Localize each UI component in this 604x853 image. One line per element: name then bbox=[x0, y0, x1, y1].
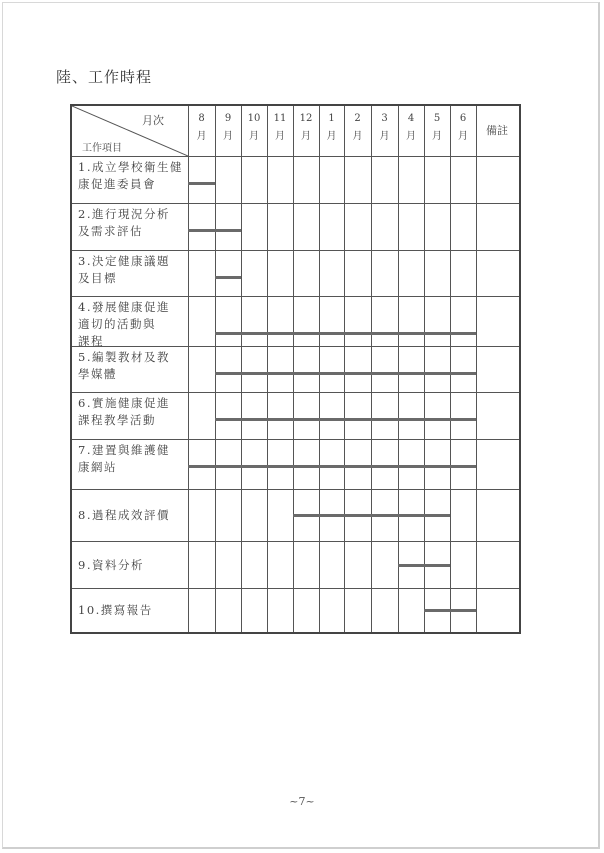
column-divider bbox=[424, 106, 425, 632]
month-unit: 月 bbox=[249, 131, 259, 142]
month-header bbox=[241, 110, 267, 146]
page-number: ~7~ bbox=[289, 795, 315, 808]
task-label-line: 康促進委員會 bbox=[78, 177, 156, 191]
timeline-bar bbox=[188, 229, 241, 232]
task-label bbox=[78, 349, 186, 383]
month-unit: 月 bbox=[326, 131, 337, 142]
month-unit: 月 bbox=[352, 131, 363, 142]
task-label-line: 1.成立學校衛生健 bbox=[78, 160, 183, 174]
task-label-line: 5.編製教材及教 bbox=[78, 350, 170, 364]
month-number: 11 bbox=[273, 113, 287, 124]
row-divider bbox=[72, 541, 519, 542]
column-divider bbox=[398, 106, 399, 632]
task-label-line: 3.決定健康議題 bbox=[78, 254, 170, 268]
month-unit: 月 bbox=[379, 131, 390, 142]
task-label-line: 4.發展健康促進 bbox=[78, 300, 170, 314]
header-month-label: 月次 bbox=[142, 114, 164, 127]
timeline-bar bbox=[215, 276, 241, 279]
timeline-bar bbox=[293, 514, 450, 517]
task-label-line: 學媒體 bbox=[78, 367, 117, 381]
month-unit: 月 bbox=[275, 131, 285, 142]
row-divider bbox=[72, 250, 519, 251]
month-header bbox=[450, 110, 476, 146]
row-divider bbox=[72, 203, 519, 204]
header-item-label: 工作項目 bbox=[82, 143, 122, 154]
task-label-line: 及目標 bbox=[78, 271, 117, 285]
month-header bbox=[344, 110, 371, 146]
row-divider bbox=[72, 588, 519, 589]
timeline-bar bbox=[188, 465, 476, 468]
header-divider bbox=[72, 156, 519, 157]
task-label-line: 10.撰寫報告 bbox=[78, 603, 153, 617]
month-header bbox=[267, 110, 293, 146]
column-divider bbox=[371, 106, 372, 632]
task-label-line: 6.實施健康促進 bbox=[78, 396, 170, 410]
timeline-bar bbox=[424, 609, 476, 612]
column-divider bbox=[450, 106, 451, 632]
column-divider bbox=[241, 106, 242, 632]
column-divider bbox=[319, 106, 320, 632]
month-header bbox=[293, 110, 319, 146]
task-label-line: 適切的活動與 bbox=[78, 317, 156, 331]
month-number: 4 bbox=[407, 113, 415, 124]
month-number: 1 bbox=[328, 113, 335, 124]
month-header bbox=[319, 110, 344, 146]
column-divider bbox=[476, 106, 477, 632]
month-number: 6 bbox=[459, 113, 467, 124]
task-label bbox=[78, 159, 186, 193]
month-unit: 月 bbox=[432, 131, 442, 142]
month-unit: 月 bbox=[458, 131, 468, 142]
timeline-bar bbox=[188, 182, 215, 185]
month-header bbox=[215, 110, 241, 146]
section-title: 陸、工作時程 bbox=[56, 68, 153, 86]
column-divider bbox=[344, 106, 345, 632]
month-number: 2 bbox=[354, 113, 361, 124]
month-unit: 月 bbox=[223, 131, 233, 142]
month-number: 3 bbox=[381, 113, 388, 124]
task-label bbox=[78, 395, 186, 429]
task-label-line: 及需求評估 bbox=[78, 224, 143, 238]
month-header bbox=[424, 110, 450, 146]
task-label-line: 2.進行現況分析 bbox=[78, 207, 170, 221]
task-label bbox=[78, 602, 186, 619]
timeline-bar bbox=[398, 564, 450, 567]
row-divider bbox=[72, 439, 519, 440]
task-label bbox=[78, 507, 186, 524]
row-divider bbox=[72, 296, 519, 297]
month-number: 8 bbox=[198, 113, 205, 124]
task-label-line: 課程教學活動 bbox=[78, 413, 156, 427]
timeline-bar bbox=[215, 372, 476, 375]
task-label bbox=[78, 442, 186, 476]
month-unit: 月 bbox=[406, 131, 416, 142]
month-number: 12 bbox=[299, 113, 313, 124]
task-label bbox=[78, 557, 186, 574]
row-divider bbox=[72, 489, 519, 490]
month-number: 10 bbox=[247, 113, 261, 124]
task-label-line: 8.過程成效評價 bbox=[78, 508, 170, 522]
schedule-table bbox=[70, 104, 521, 634]
column-divider bbox=[267, 106, 268, 632]
task-label-line: 課程 bbox=[78, 334, 104, 348]
task-label-line: 康網站 bbox=[78, 460, 117, 474]
task-label bbox=[78, 299, 186, 350]
month-unit: 月 bbox=[301, 131, 311, 142]
task-label-line: 9.資料分析 bbox=[78, 557, 144, 572]
task-label-line: 7.建置與維護健 bbox=[78, 443, 170, 457]
column-divider bbox=[215, 106, 216, 632]
month-header bbox=[371, 110, 398, 146]
task-label bbox=[78, 206, 186, 240]
header-notes-label: 備註 bbox=[486, 124, 508, 137]
task-label bbox=[78, 253, 186, 287]
row-divider bbox=[72, 392, 519, 393]
month-header bbox=[188, 110, 215, 146]
timeline-bar bbox=[215, 418, 476, 421]
month-number: 5 bbox=[433, 113, 441, 124]
month-header bbox=[398, 110, 424, 146]
month-unit: 月 bbox=[196, 131, 207, 142]
month-number: 9 bbox=[224, 113, 232, 124]
timeline-bar bbox=[215, 332, 476, 335]
column-divider bbox=[293, 106, 294, 632]
